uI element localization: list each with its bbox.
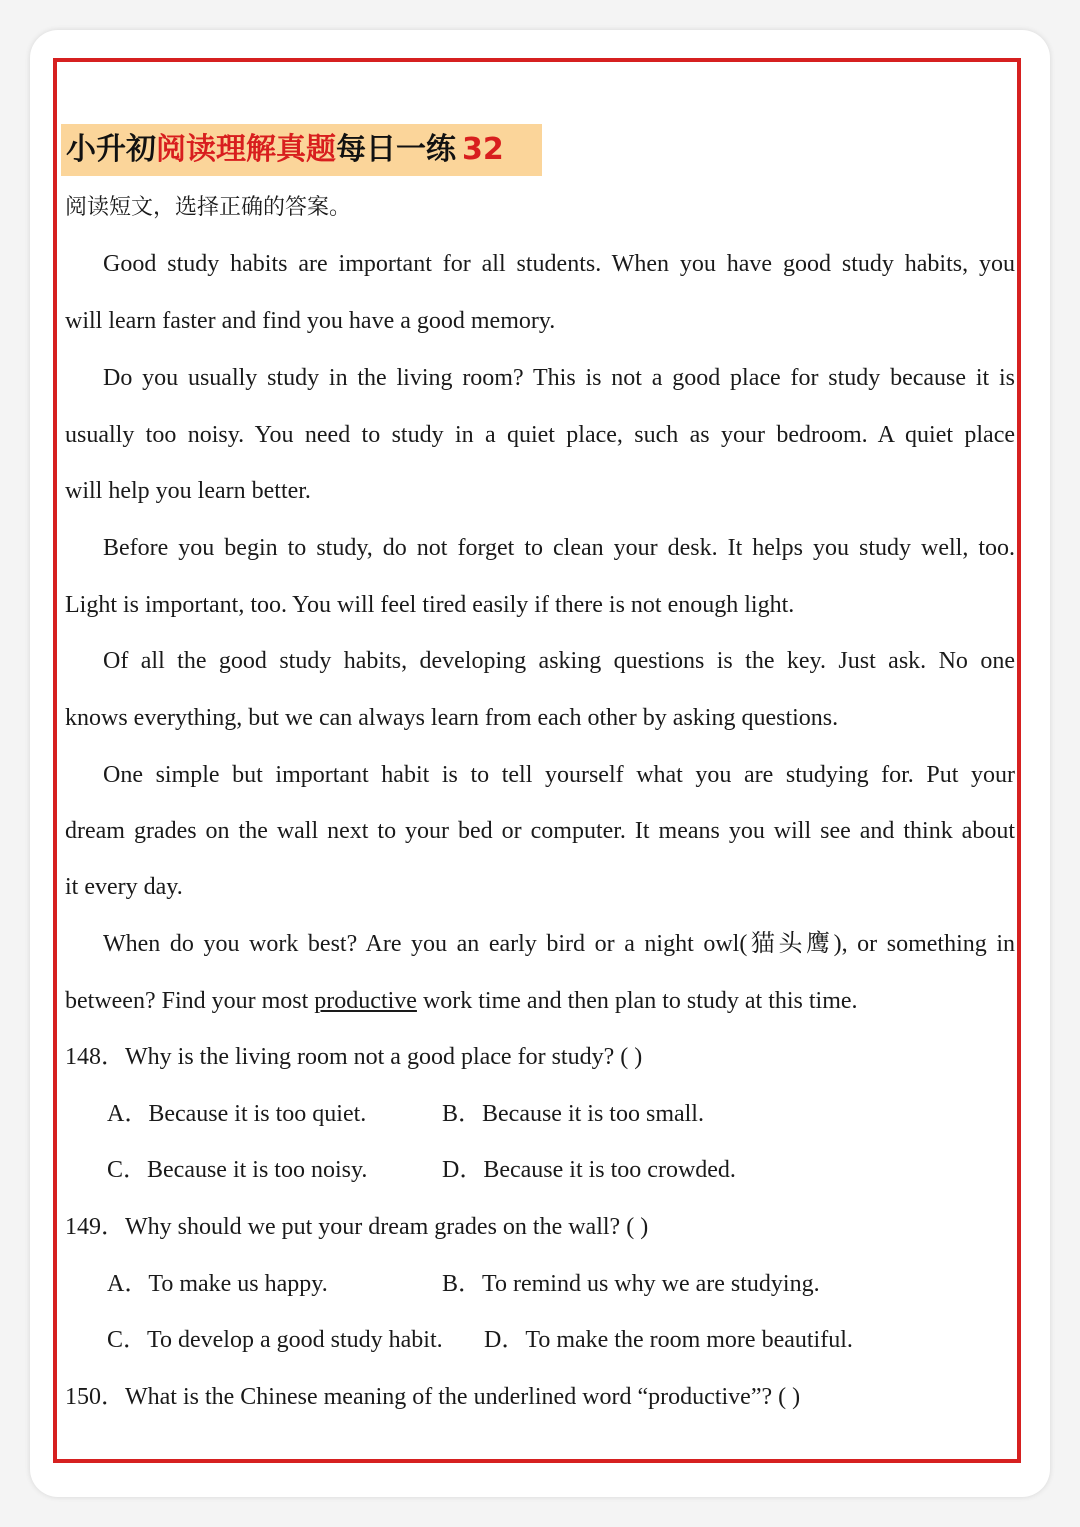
passage-line: Before you begin to study, do not forget to clean your desk. It helps you study well, too. — [103, 535, 1015, 561]
passage-line: One simple but important habit is to tell yourself what you are studying for. Put your — [103, 762, 1015, 788]
question-149-stem: 149．Why should we put your dream grades on the wall? ( ) — [65, 1214, 649, 1240]
option-148-b[interactable]: B．Because it is too small. — [442, 1101, 704, 1127]
passage-line: Do you usually study in the living room? This is not a good place for study because it is — [103, 365, 1015, 391]
passage-line: usually too noisy. You need to study in a quiet place, such as your bedroom. A quiet place — [65, 422, 1015, 448]
passage-line: Good study habits are important for all students. When you have good study habits, you — [103, 251, 1015, 277]
option-149-b[interactable]: B．To remind us why we are studying. — [442, 1271, 820, 1297]
title-part-1: 小升初 — [66, 132, 156, 167]
passage-text: between? Find your most — [65, 988, 315, 1014]
passage-line: dream grades on the wall next to your bed or computer. It means you will see and think about — [65, 818, 1015, 844]
underlined-word: productive — [314, 988, 417, 1014]
passage-line: Light is important, too. You will feel tired easily if there is not enough light. — [65, 592, 795, 618]
option-149-a[interactable]: A．To make us happy. — [107, 1271, 328, 1297]
option-148-c[interactable]: C．Because it is too noisy. — [107, 1157, 368, 1183]
title-part-2: 阅读理解真题 — [156, 132, 336, 167]
page-title — [61, 124, 542, 176]
instruction: 阅读短文，选择正确的答案。 — [65, 195, 352, 220]
passage-text: work time and then plan to study at this time. — [416, 988, 858, 1014]
title-number: 32 — [462, 132, 504, 167]
passage-line: knows everything, but we can always learn from each other by asking questions. — [65, 705, 839, 731]
passage-line: will help you learn better. — [65, 478, 311, 504]
question-150-stem: 150．What is the Chinese meaning of the underlined word “productive”? ( ) — [65, 1384, 801, 1410]
question-148-stem: 148．Why is the living room not a good place for study? ( ) — [65, 1044, 643, 1070]
option-149-d[interactable]: D．To make the room more beautiful. — [484, 1327, 853, 1353]
option-148-d[interactable]: D．Because it is too crowded. — [442, 1157, 736, 1183]
passage-line — [65, 985, 1015, 1017]
passage-line: When do you work best? Are you an early bird or a night owl(猫头鹰), or something in — [103, 931, 1015, 957]
option-148-a[interactable]: A．Because it is too quiet. — [107, 1101, 367, 1127]
option-149-c[interactable]: C．To develop a good study habit. — [107, 1327, 443, 1353]
title-part-3: 每日一练 — [336, 132, 456, 167]
passage-line: will learn faster and find you have a good memory. — [65, 308, 556, 334]
passage-line: it every day. — [65, 874, 183, 900]
passage-line: Of all the good study habits, developing asking questions is the key. Just ask. No one — [103, 648, 1015, 674]
